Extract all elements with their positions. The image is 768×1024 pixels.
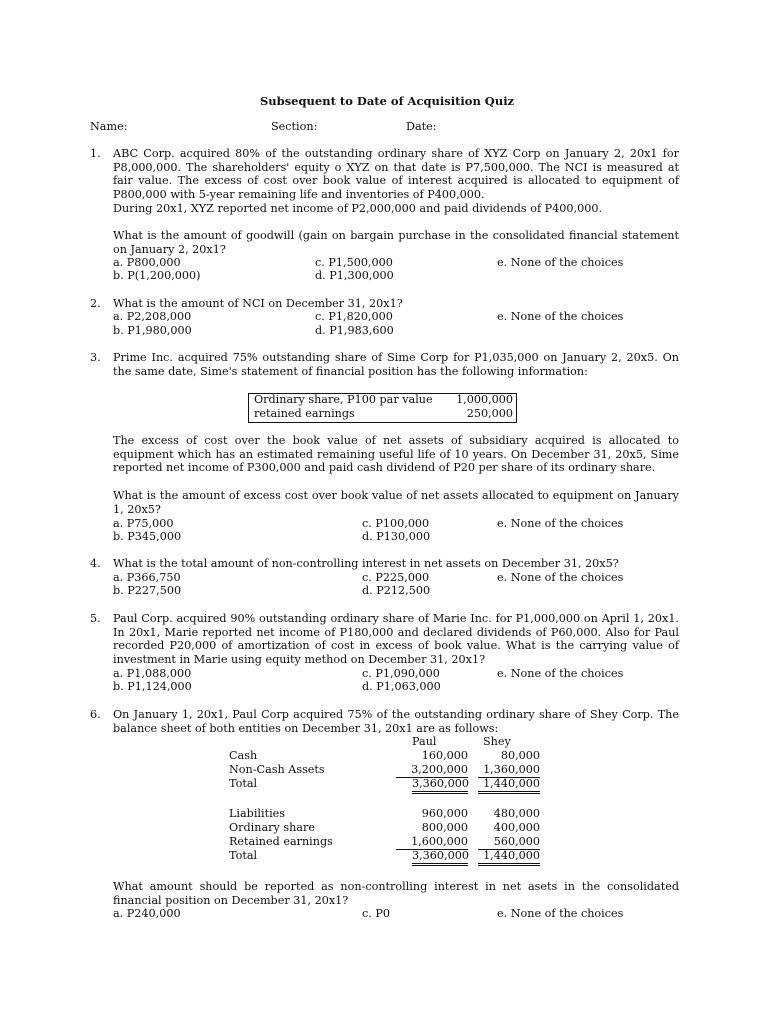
q4-choice-d[interactable]: d. P212,500 — [362, 584, 431, 597]
bs-shey-value: 1,440,000 — [478, 777, 540, 794]
bs-shey-value: 400,000 — [493, 821, 540, 834]
q3-choice-a[interactable]: a. P75,000 — [113, 517, 174, 530]
q2-number: 2. — [90, 297, 101, 310]
q1-choice-a[interactable]: a. P800,000 — [113, 256, 181, 269]
q3-text: Prime Inc. acquired 75% outstanding share of Sime Corp for P1,035,000 on January 2, 20x5. On the same date, Sime's statement of financial position has the following information: — [113, 351, 679, 378]
q3-choice-e[interactable]: e. None of the choices — [497, 517, 624, 530]
col-header-paul: Paul — [412, 735, 437, 748]
q3-choice-b[interactable]: b. P345,000 — [113, 530, 182, 543]
box-row-label: Ordinary share, P100 par value — [254, 393, 433, 406]
bs-row-label: Total — [229, 849, 258, 862]
q2-question: What is the amount of NCI on December 31, 20x1? — [113, 297, 403, 310]
bs-paul-value: 3,200,000 — [396, 763, 468, 778]
q4-choice-a[interactable]: a. P366,750 — [113, 571, 181, 584]
q1-choice-d[interactable]: d. P1,300,000 — [315, 269, 394, 282]
bs-row-label: Total — [229, 777, 258, 790]
q2-choice-d[interactable]: d. P1,983,600 — [315, 324, 394, 337]
q3-number: 3. — [90, 351, 101, 364]
bs-shey-value: 1,440,000 — [478, 849, 540, 866]
q5-choice-a[interactable]: a. P1,088,000 — [113, 667, 192, 680]
q1-text2: During 20x1, XYZ reported net income of P2,000,000 and paid dividends of P400,000. — [113, 202, 603, 215]
box-row-value: 1,000,000 — [456, 393, 513, 406]
bs-paul-value: 3,360,000 — [412, 849, 468, 866]
bs-shey-value: 560,000 — [478, 835, 540, 850]
box-row-value: 250,000 — [466, 407, 513, 420]
q6-choice-e[interactable]: e. None of the choices — [497, 907, 624, 920]
q2-choice-e[interactable]: e. None of the choices — [497, 310, 624, 323]
q4-choice-e[interactable]: e. None of the choices — [497, 571, 624, 584]
bs-paul-value: 160,000 — [421, 749, 468, 762]
bs-shey-value: 80,000 — [500, 749, 540, 762]
q2-choice-a[interactable]: a. P2,208,000 — [113, 310, 192, 323]
q1-text: ABC Corp. acquired 80% of the outstanding ordinary share of XYZ Corp on January 2, 20x1 for P8,000,000. The shareholders' equity o XYZ on that date is P7,500,000. The NCI is measured at fair value. The excess of cost over book value of interest acquired is allocated to equipment of P800,000 with 5-year remaining life and inventories of P400,000. — [113, 147, 679, 201]
bs-row-label: Ordinary share — [229, 821, 315, 834]
bs-shey-value: 1,360,000 — [478, 763, 540, 778]
bs-paul-value: 1,600,000 — [396, 835, 468, 850]
bs-row-label: Retained earnings — [229, 835, 333, 848]
q2-choice-c[interactable]: c. P1,820,000 — [315, 310, 393, 323]
bs-row-label: Non-Cash Assets — [229, 763, 325, 776]
q5-choice-d[interactable]: d. P1,063,000 — [362, 680, 441, 693]
q3-text2: The excess of cost over the book value of net assets of subsidiary acquired is allocated to equipment which has an estimated remaining useful life of 10 years. On December 31, 20x5, Sime reported net income of P300,000 and paid cash dividend of P20 per share of its ordinary share. — [113, 434, 679, 475]
bs-paul-value: 3,360,000 — [412, 777, 468, 794]
q6-choice-c[interactable]: c. P0 — [362, 907, 391, 920]
q1-number: 1. — [90, 147, 101, 160]
q1-choice-c[interactable]: c. P1,500,000 — [315, 256, 393, 269]
q5-choice-b[interactable]: b. P1,124,000 — [113, 680, 192, 693]
q2-choice-b[interactable]: b. P1,980,000 — [113, 324, 192, 337]
bs-paul-value: 960,000 — [421, 807, 468, 820]
q1-question: What is the amount of goodwill (gain on bargain purchase in the consolidated financial statement on January 2, 20x1? — [113, 229, 679, 256]
bs-paul-value: 800,000 — [421, 821, 468, 834]
q5-choice-c[interactable]: c. P1,090,000 — [362, 667, 440, 680]
page-title: Subsequent to Date of Acquisition Quiz — [260, 94, 515, 108]
q1-choice-b[interactable]: b. P(1,200,000) — [113, 269, 201, 282]
q6-number: 6. — [90, 708, 101, 721]
section-label: Section: — [271, 120, 318, 133]
box-row-label: retained earnings — [254, 407, 355, 420]
q4-choice-c[interactable]: c. P225,000 — [362, 571, 430, 584]
q6-question: What amount should be reported as non-controlling interest in net asets in the consolidated financial position on December 31, 20x1? — [113, 880, 679, 907]
q6-choice-a[interactable]: a. P240,000 — [113, 907, 181, 920]
bs-shey-value: 480,000 — [493, 807, 540, 820]
q6-text: On January 1, 20x1, Paul Corp acquired 75% of the outstanding ordinary share of Shey Corp. The balance sheet of both entities on December 31, 20x1 are as follows: — [113, 708, 679, 735]
q5-text: Paul Corp. acquired 90% outstanding ordinary share of Marie Inc. for P1,000,000 on April 1, 20x1. In 20x1, Marie reported net income of P180,000 and declared dividends of P60,000. Also for Paul recorded P20,000 of amortization of cost in excess of book value. What is the carrying value of investment in Marie using equity method on December 31, 20x1? — [113, 612, 679, 666]
bs-row-label: Cash — [229, 749, 258, 762]
q5-choice-e[interactable]: e. None of the choices — [497, 667, 624, 680]
q4-number: 4. — [90, 557, 101, 570]
q1-choice-e[interactable]: e. None of the choices — [497, 256, 624, 269]
q3-choice-d[interactable]: d. P130,000 — [362, 530, 431, 543]
q3-question: What is the amount of excess cost over book value of net assets allocated to equipment on January 1, 20x5? — [113, 489, 679, 516]
q3-choice-c[interactable]: c. P100,000 — [362, 517, 430, 530]
date-label: Date: — [406, 120, 437, 133]
bs-row-label: Liabilities — [229, 807, 286, 820]
q4-choice-b[interactable]: b. P227,500 — [113, 584, 182, 597]
name-label: Name: — [90, 120, 128, 133]
q4-question: What is the total amount of non-controlling interest in net assets on December 31, 20x5? — [113, 557, 619, 570]
col-header-shey: Shey — [483, 735, 511, 748]
q5-number: 5. — [90, 612, 101, 625]
